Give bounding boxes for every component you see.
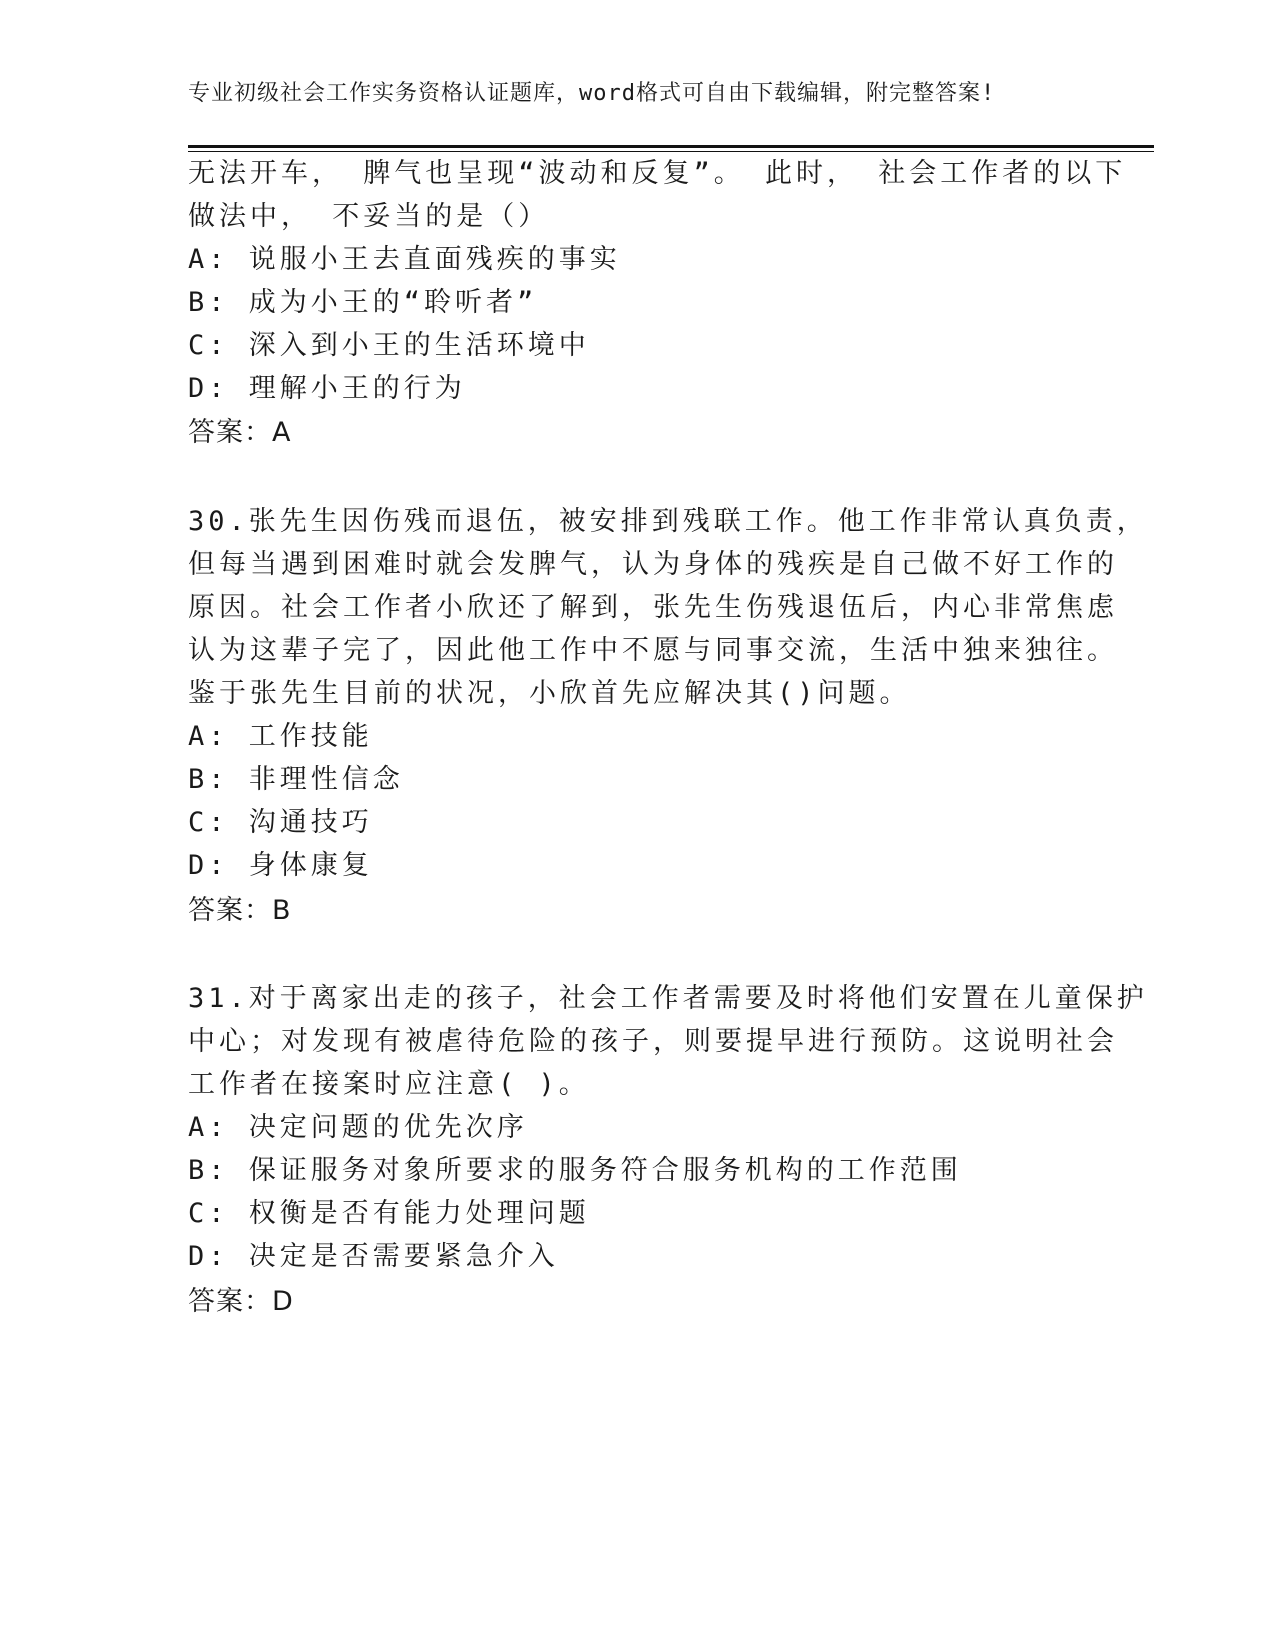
option-a: A: 工作技能 (188, 721, 373, 752)
option-b: B: 非理性信念 (188, 764, 404, 795)
question-text-line: 30.张先生因伤残而退伍，被安排到残联工作。他工作非常认真负责， (188, 506, 1148, 537)
option-b: B: 成为小王的“聆听者” (188, 287, 538, 318)
question-text-line: 原因。社会工作者小欣还了解到，张先生伤残退伍后，内心非常焦虑 (188, 592, 1118, 623)
option-d: D: 理解小王的行为 (188, 373, 466, 404)
question-text-line: 31.对于离家出走的孩子，社会工作者需要及时将他们安置在儿童保护 (188, 983, 1148, 1014)
question-text-line: 工作者在接案时应注意( )。 (188, 1069, 590, 1100)
header-rule-thin (188, 151, 1154, 152)
question-text-line: 鉴于张先生目前的状况，小欣首先应解决其()问题。 (188, 678, 911, 709)
question-text-line: 认为这辈子完了，因此他工作中不愿与同事交流，生活中独来独往。 (188, 635, 1118, 666)
question-text-line: 中心；对发现有被虐待危险的孩子，则要提早进行预防。这说明社会 (188, 1026, 1118, 1057)
header-text: 专业初级社会工作实务资格认证题库，word格式可自由下载编辑，附完整答案! (188, 81, 996, 106)
answer-label: 答案：A (188, 417, 292, 448)
option-a: A: 说服小王去直面残疾的事实 (188, 244, 621, 275)
answer-label: 答案：D (188, 1286, 294, 1317)
option-d: D: 决定是否需要紧急介入 (188, 1241, 559, 1272)
question-text-line: 但每当遇到困难时就会发脾气，认为身体的残疾是自己做不好工作的 (188, 549, 1118, 580)
option-c: C: 权衡是否有能力处理问题 (188, 1198, 590, 1229)
question-text-line: 做法中， 不妥当的是（） (188, 201, 550, 232)
answer-label: 答案：B (188, 895, 292, 926)
option-c: C: 深入到小王的生活环境中 (188, 330, 590, 361)
option-b: B: 保证服务对象所要求的服务符合服务机构的工作范围 (188, 1155, 962, 1186)
option-c: C: 沟通技巧 (188, 807, 373, 838)
option-d: D: 身体康复 (188, 850, 373, 881)
option-a: A: 决定问题的优先次序 (188, 1112, 528, 1143)
question-text-line: 无法开车， 脾气也呈现“波动和反复”。 此时， 社会工作者的以下 (188, 158, 1127, 189)
header-rule-thick (188, 145, 1154, 148)
